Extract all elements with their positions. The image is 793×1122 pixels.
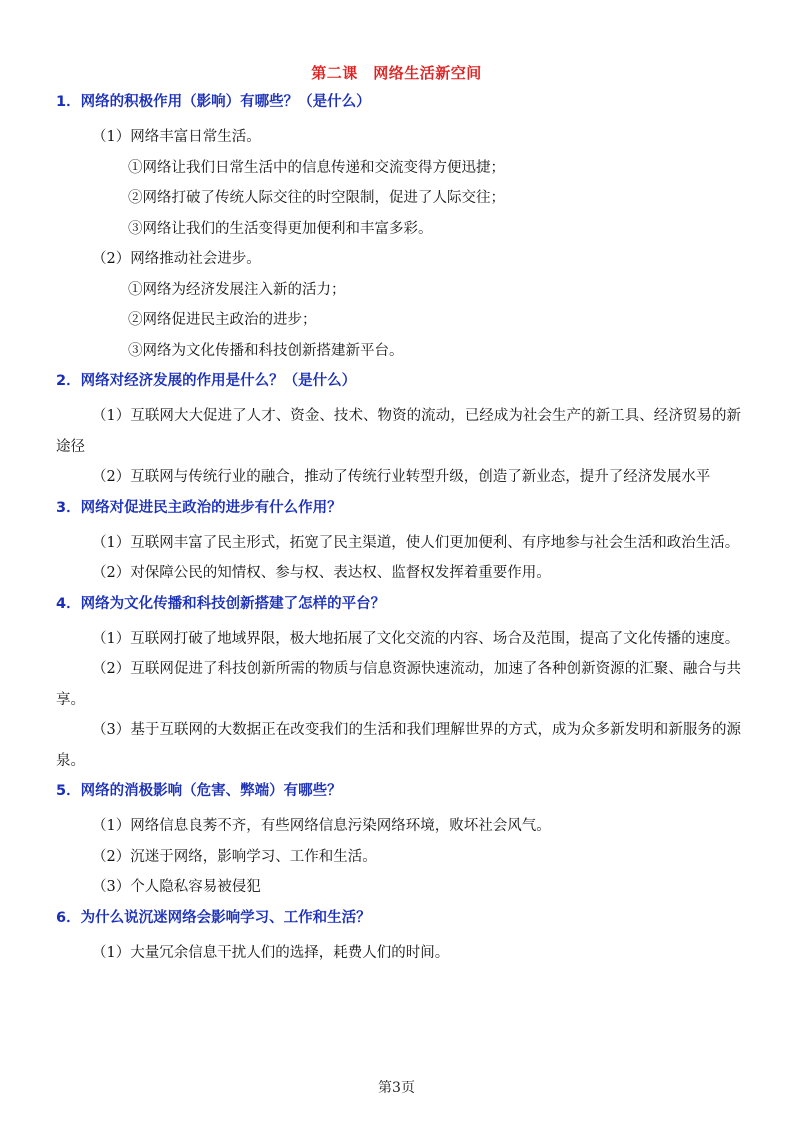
paragraph: （1）互联网打破了地域界限，极大地拓展了文化交流的内容、场合及范围，提高了文化传播的速度。	[92, 630, 740, 647]
section-heading: 5．网络的消极影响（危害、弊端）有哪些？	[56, 783, 342, 799]
section-3	[56, 498, 741, 589]
paragraph: ①网络为经济发展注入新的活力；	[128, 281, 346, 298]
paragraph: （3）个人隐私容易被侵犯	[92, 879, 261, 895]
section-6	[56, 908, 741, 969]
paragraph: （2）沉迷于网络，影响学习、工作和生活。	[92, 848, 377, 865]
paragraph: ②网络打破了传统人际交往的时空限制，促进了人际交往；	[128, 190, 505, 206]
section-heading: 3．网络对促进民主政治的进步有什么作用？	[56, 499, 342, 516]
section-heading: 6．为什么说沉迷网络会影响学习、工作和生活？	[56, 909, 371, 926]
paragraph: （1）网络信息良莠不齐，有些网络信息污染网络环境，败坏社会风气。	[92, 818, 551, 834]
paragraph: （2）网络推动社会进步。	[92, 251, 261, 267]
paragraph: （2）互联网促进了科技创新所需的物质与信息资源快速流动，加速了各种创新资源的汇聚、融合与共享。	[56, 661, 741, 708]
document-body	[56, 92, 741, 968]
section-4	[56, 594, 741, 777]
paragraph: ①网络让我们日常生活中的信息传递和交流变得方便迅捷；	[128, 159, 505, 176]
section-1	[56, 92, 741, 366]
paragraph: （2）互联网与传统行业的融合，推动了传统行业转型升级，创造了新业态，提升了经济发展水平	[92, 469, 711, 485]
paragraph: （1）网络丰富日常生活。	[92, 129, 261, 145]
section-heading: 2．网络对经济发展的作用是什么？（是什么）	[56, 373, 357, 389]
section-5	[56, 781, 741, 903]
section-2	[56, 371, 741, 493]
paragraph: ③网络为文化传播和科技创新搭建新平台。	[128, 342, 404, 359]
section-heading: 1．网络的积极作用（影响）有哪些？（是什么）	[56, 94, 371, 110]
paragraph: ③网络让我们的生活变得更加便利和丰富多彩。	[128, 220, 433, 237]
paragraph: （3）基于互联网的大数据正在改变我们的生活和我们理解世界的方式，成为众多新发明和新服务的源泉。	[56, 722, 741, 769]
paragraph: （1）互联网丰富了民主形式，拓宽了民主渠道，使人们更加便利、有序地参与社会生活和政治生活。	[92, 534, 740, 551]
paragraph: ②网络促进民主政治的进步；	[128, 312, 317, 328]
paragraph: （1）互联网大大促进了人才、资金、技术、物资的流动，已经成为社会生产的新工具、经济贸易的新途径	[56, 408, 741, 455]
page-title: 第二课 网络生活新空间	[311, 64, 482, 82]
paragraph: （1）大量冗余信息干扰人们的选择，耗费人们的时间。	[92, 944, 450, 961]
section-heading: 4．网络为文化传播和科技创新搭建了怎样的平台？	[56, 595, 386, 612]
page-number: 第3页	[378, 1080, 415, 1096]
paragraph: （2）对保障公民的知情权、参与权、表达权、监督权发挥着重要作用。	[92, 565, 551, 581]
